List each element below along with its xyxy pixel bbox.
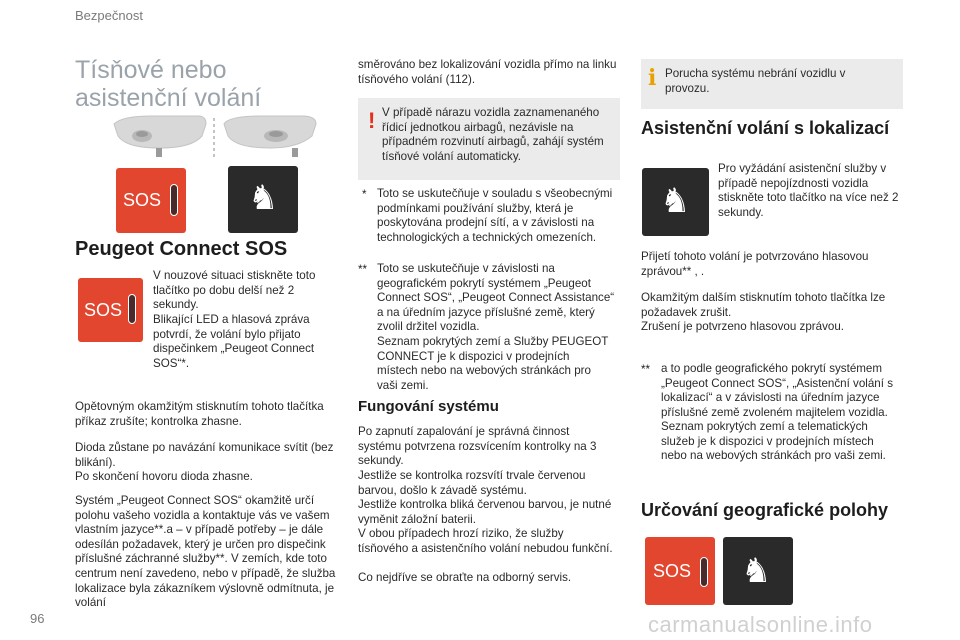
info-text: Porucha systému nebrání vozidlu v provozu. bbox=[665, 67, 846, 95]
sos-label-2: SOS bbox=[84, 300, 123, 320]
footnote-1-text: Toto se uskutečňuje v souladu s všeobecnými podmínkami používání služby, která je poskytována prodejní sítí, a v závislosti na technologických a technických omezeních. bbox=[377, 187, 613, 244]
footnote-2-list-text: Seznam pokrytých zemí a Služby PEUGEOT CONNECT je k dispozici v prodejních místech nebo na webových stránkách pro vaši zemi. bbox=[377, 335, 609, 392]
sos-led-icon-3 bbox=[700, 557, 708, 587]
warning-box bbox=[358, 98, 620, 180]
section-label: Bezpečnost bbox=[75, 8, 143, 23]
warning-icon: ! bbox=[368, 108, 376, 133]
sos-label-3: SOS bbox=[653, 561, 692, 581]
info-box bbox=[641, 59, 903, 109]
connect-sos-system-text: Systém „Peugeot Connect SOS“ okamžitě určí polohu vašeho vozidla a kontaktuje vás ve vašem vlastním jazyce**.a – v případě potřeby – je dále odesílán požadavek, který je určen pro dispečink příslušné záchranné služby**. V zemích, kde toto centrum není zavedeno, nebo v případě, že služba lokalizace byla zákazníkem výslovně odmítnuta, je volání bbox=[75, 494, 336, 610]
info-icon: i bbox=[648, 65, 657, 91]
warning-text: V případě nárazu vozidla zaznamenaného řídicí jednotkou airbagů, nezávisle na případném rozvinutí airbagů, zahájí systém tísňové volání automaticky. bbox=[382, 106, 604, 163]
assistance-cancel-text: Okamžitým dalším stisknutím tohoto tlačítka lze požadavek zrušit. bbox=[641, 291, 886, 319]
function-heading: Fungování systému bbox=[358, 398, 499, 415]
page-number: 96 bbox=[30, 611, 45, 626]
routing-text: směrováno bez lokalizování vozidla přímo na linku tísňového volání (112). bbox=[358, 58, 617, 86]
assistance-button-text: Pro vyžádání asistenční služby v případě nepojízdnosti vozidla stiskněte toto tlačítko na více než 2 sekundy. bbox=[718, 162, 899, 219]
connect-sos-cancel-text: Opětovným okamžitým stisknutím tohoto tlačítka příkaz zrušíte; kontrolka zhasne. bbox=[75, 400, 324, 428]
peugeot-lion-icon-2: ♞ bbox=[660, 181, 691, 221]
sos-button-illustration bbox=[116, 168, 186, 233]
footnote-2-mark: ** bbox=[358, 263, 368, 276]
connect-sos-led-text: Blikající LED a hlasová zpráva potvrdí, že volání bylo přijato dispečinkem „Peugeot Connect SOS“*. bbox=[153, 313, 315, 370]
sos-button-illustration-2 bbox=[78, 278, 143, 342]
footnote-2-text: Toto se uskutečňuje v závislosti na geografickém pokrytí systémem „Peugeot Connect SOS“, „Peugeot Connect Assistance“ a na úředním jazyce příslušné země, který zvolil držitel vozidla. bbox=[377, 262, 615, 334]
geolocation-heading: Určování geografické polohy bbox=[641, 500, 889, 520]
connect-sos-heading: Peugeot Connect SOS bbox=[75, 238, 288, 260]
assistance-cancel-confirm-text: Zrušení je potvrzeno hlasovou zprávou. bbox=[641, 320, 845, 333]
connect-sos-button-text: V nouzové situaci stiskněte toto tlačítko po dobu delší než 2 sekundy. bbox=[153, 269, 316, 312]
sos-led-icon-2 bbox=[128, 294, 136, 324]
function-text-3: Jestliže kontrolka bliká červenou barvou, je nutné vyměnit záložní baterii. bbox=[358, 498, 612, 526]
function-text-1: Po zapnutí zapalování je správná činnost systému potvrzena rozsvícením kontrolky na 3 sekundy. bbox=[358, 425, 597, 468]
function-text-5: Co nejdříve se obraťte na odborný servis. bbox=[358, 571, 572, 584]
connect-sos-led-off-text: Po skončení hovoru dioda zhasne. bbox=[75, 470, 253, 483]
assistance-heading: Asistenční volání s lokalizací bbox=[641, 118, 890, 138]
function-text-2: Jestliže se kontrolka rozsvítí trvale červenou barvou, došlo k závadě systému. bbox=[358, 469, 586, 497]
watermark: carmanualsonline.info bbox=[648, 612, 873, 637]
peugeot-lion-icon-3: ♞ bbox=[723, 537, 793, 605]
right-footnote-mark: ** bbox=[641, 363, 651, 376]
sos-button-illustration-3 bbox=[645, 537, 715, 605]
footnote-1-mark: * bbox=[362, 188, 367, 201]
ceiling-console-illustration bbox=[112, 114, 318, 160]
sos-label: SOS bbox=[123, 190, 162, 210]
connect-sos-led-on-text: Dioda zůstane po navázání komunikace svítit (bez blikání). bbox=[75, 441, 334, 469]
function-text-4: V obou případech hrozí riziko, že služby tísňového a asistenčního volání nebudou funkční. bbox=[358, 527, 613, 555]
page-title: Tísňové nebo asistenční volání bbox=[75, 56, 262, 112]
right-footnote-text: a to podle geografického pokrytí systémem „Peugeot Connect SOS“, „Asistenční volání s lokalizací“ a v závislosti na úředním jazyce příslušné země zvoleném majitelem vozidla. bbox=[661, 362, 893, 419]
peugeot-lion-icon: ♞ bbox=[228, 166, 298, 233]
assistance-button-illustration bbox=[642, 168, 709, 236]
ceiling-console-sos-icon bbox=[114, 116, 206, 157]
sos-led-icon bbox=[170, 184, 178, 216]
right-footnote-list-text: Seznam pokrytých zemí a telematických služeb je k dispozici v prodejních místech nebo na webových stránkách pro vaši zemi. bbox=[661, 420, 886, 463]
ceiling-console-assistance-icon bbox=[224, 116, 316, 157]
assistance-confirm-text: Přijetí tohoto volání je potvrzováno hlasovou zprávou** , . bbox=[641, 250, 869, 278]
